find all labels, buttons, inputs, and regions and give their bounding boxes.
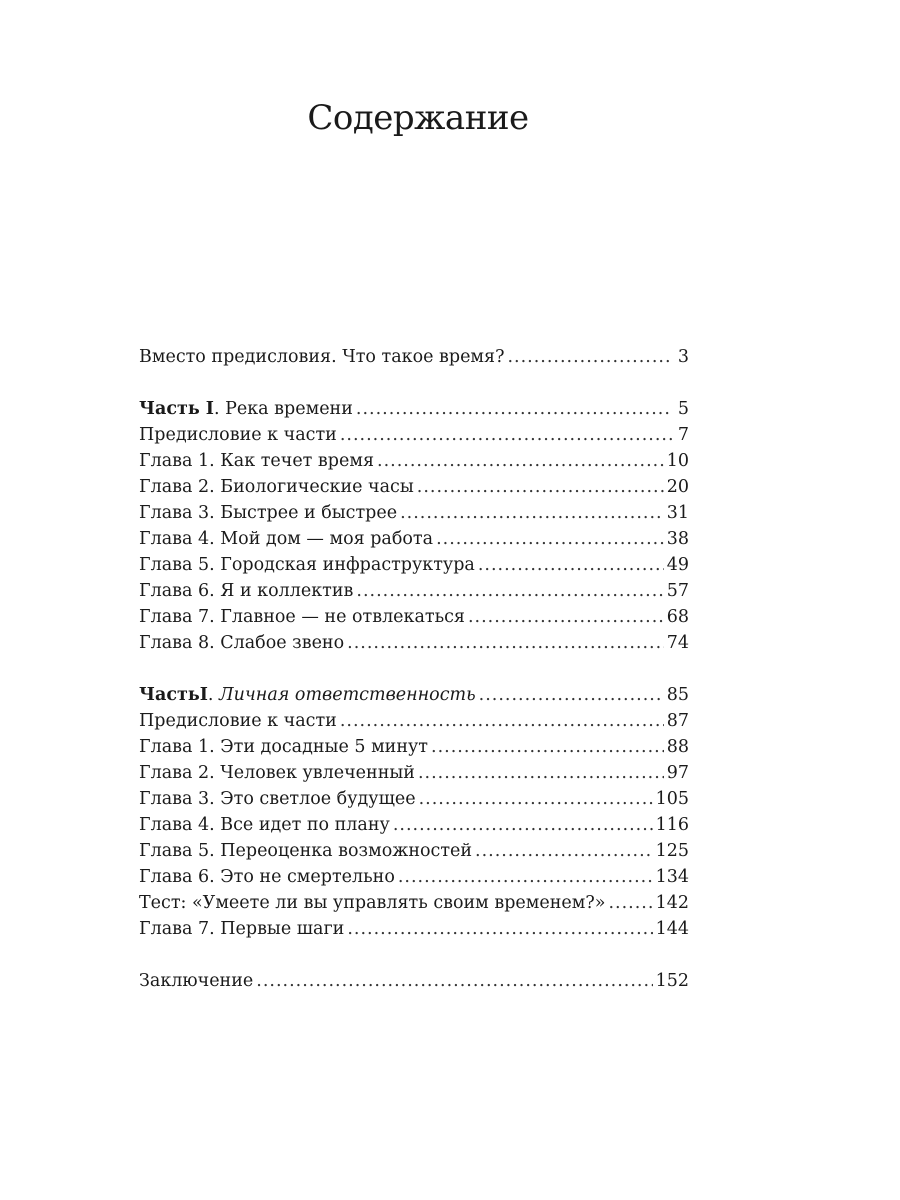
toc-entry [139, 734, 689, 760]
toc-page-number: 97 [666, 763, 689, 783]
toc-page-number: 105 [655, 789, 689, 809]
toc-part-1-heading [139, 396, 689, 422]
toc-entry [139, 474, 689, 500]
toc-entry-label: Предисловие к части [139, 425, 337, 445]
table-of-contents [139, 344, 689, 994]
toc-page-number: 142 [655, 893, 689, 913]
toc-page-number: 87 [666, 711, 689, 731]
dot-leader [356, 396, 672, 422]
dot-leader [468, 604, 664, 630]
toc-entry-label: Глава 2. Человек увлеченный [139, 763, 415, 783]
toc-entry [139, 604, 689, 630]
toc-page-number: 31 [666, 503, 689, 523]
toc-page-number: 68 [666, 607, 689, 627]
toc-entry-label: Предисловие к части [139, 711, 337, 731]
toc-page-number: 57 [666, 581, 689, 601]
toc-page-number: 134 [655, 867, 689, 887]
toc-page-number: 88 [666, 737, 689, 757]
toc-entry-label: Заключение [139, 971, 254, 991]
toc-page-number: 85 [666, 685, 689, 705]
toc-entry-label: Глава 5. Городская инфраструктура [139, 555, 475, 575]
toc-entry-label: Глава 8. Слабое звено [139, 633, 345, 653]
toc-entry-label: Глава 4. Мой дом — моя работа [139, 529, 434, 549]
toc-page-number: 74 [666, 633, 689, 653]
dot-leader [347, 916, 652, 942]
toc-page-number: 38 [666, 529, 689, 549]
toc-entry [139, 812, 689, 838]
toc-page-number: 3 [677, 347, 689, 367]
toc-page-number: 20 [666, 477, 689, 497]
toc-entry [139, 448, 689, 474]
toc-entry-conclusion [139, 968, 689, 994]
toc-part-2-list [139, 708, 689, 942]
toc-page-number: 152 [655, 971, 689, 991]
dot-leader [340, 422, 672, 448]
toc-page-number: 5 [677, 399, 689, 419]
toc-part-1-list [139, 422, 689, 656]
toc-page-number: 10 [666, 451, 689, 471]
dot-leader [431, 734, 664, 760]
dot-leader [347, 630, 664, 656]
toc-page-number: 125 [655, 841, 689, 861]
dot-leader [475, 838, 653, 864]
part-title: Личная ответственность [219, 685, 476, 705]
toc-entry [139, 760, 689, 786]
dot-leader [419, 786, 653, 812]
toc-entry [139, 708, 689, 734]
toc-entry-intro [139, 344, 689, 370]
dot-leader [256, 968, 652, 994]
dot-leader [393, 812, 653, 838]
toc-entry-label: Глава 7. Первые шаги [139, 919, 345, 939]
toc-entry-label: Глава 1. Эти досадные 5 минут [139, 737, 428, 757]
part-title: . Река времени [213, 399, 353, 419]
toc-entry-label: Глава 3. Быстрее и быстрее [139, 503, 398, 523]
toc-entry-label: Глава 2. Биологические часы [139, 477, 414, 497]
toc-page-number: 7 [677, 425, 689, 445]
toc-entry-label [139, 396, 353, 422]
part-separator: . [207, 685, 220, 705]
toc-entry [139, 890, 689, 916]
toc-entry [139, 786, 689, 812]
toc-part-2-heading [139, 682, 689, 708]
toc-entry-label: Глава 1. Как течет время [139, 451, 374, 471]
dot-leader [478, 552, 664, 578]
toc-entry-label: Глава 7. Главное — не отвлекаться [139, 607, 465, 627]
part-number: ЧастьI [139, 685, 208, 705]
toc-entry [139, 838, 689, 864]
toc-entry-label: Глава 4. Все идет по плану [139, 815, 390, 835]
dot-leader [340, 708, 664, 734]
dot-leader [356, 578, 663, 604]
toc-entry [139, 552, 689, 578]
toc-entry-label [139, 682, 476, 708]
toc-entry-label: Тест: «Умеете ли вы управлять своим временем?» [139, 893, 606, 913]
toc-entry-label: Глава 6. Я и коллектив [139, 581, 354, 601]
toc-entry-label: Вместо предисловия. Что такое время? [139, 347, 505, 367]
page-title: Содержание [307, 98, 529, 138]
toc-entry [139, 578, 689, 604]
toc-entry [139, 916, 689, 942]
part-number: Часть I [139, 399, 214, 419]
toc-entry [139, 864, 689, 890]
toc-entry-label: Глава 6. Это не смертельно [139, 867, 395, 887]
dot-leader [398, 864, 653, 890]
dot-leader [608, 890, 652, 916]
dot-leader [418, 760, 664, 786]
toc-page-number: 144 [655, 919, 689, 939]
toc-entry [139, 422, 689, 448]
toc-entry-label: Глава 3. Это светлое будущее [139, 789, 416, 809]
dot-leader [507, 344, 672, 370]
dot-leader [479, 682, 664, 708]
dot-leader [377, 448, 664, 474]
dot-leader [400, 500, 664, 526]
toc-entry [139, 526, 689, 552]
toc-page-number: 49 [666, 555, 689, 575]
dot-leader [417, 474, 664, 500]
toc-entry [139, 630, 689, 656]
toc-entry-label: Глава 5. Переоценка возможностей [139, 841, 473, 861]
toc-entry [139, 500, 689, 526]
toc-page-number: 116 [655, 815, 689, 835]
dot-leader [436, 526, 664, 552]
